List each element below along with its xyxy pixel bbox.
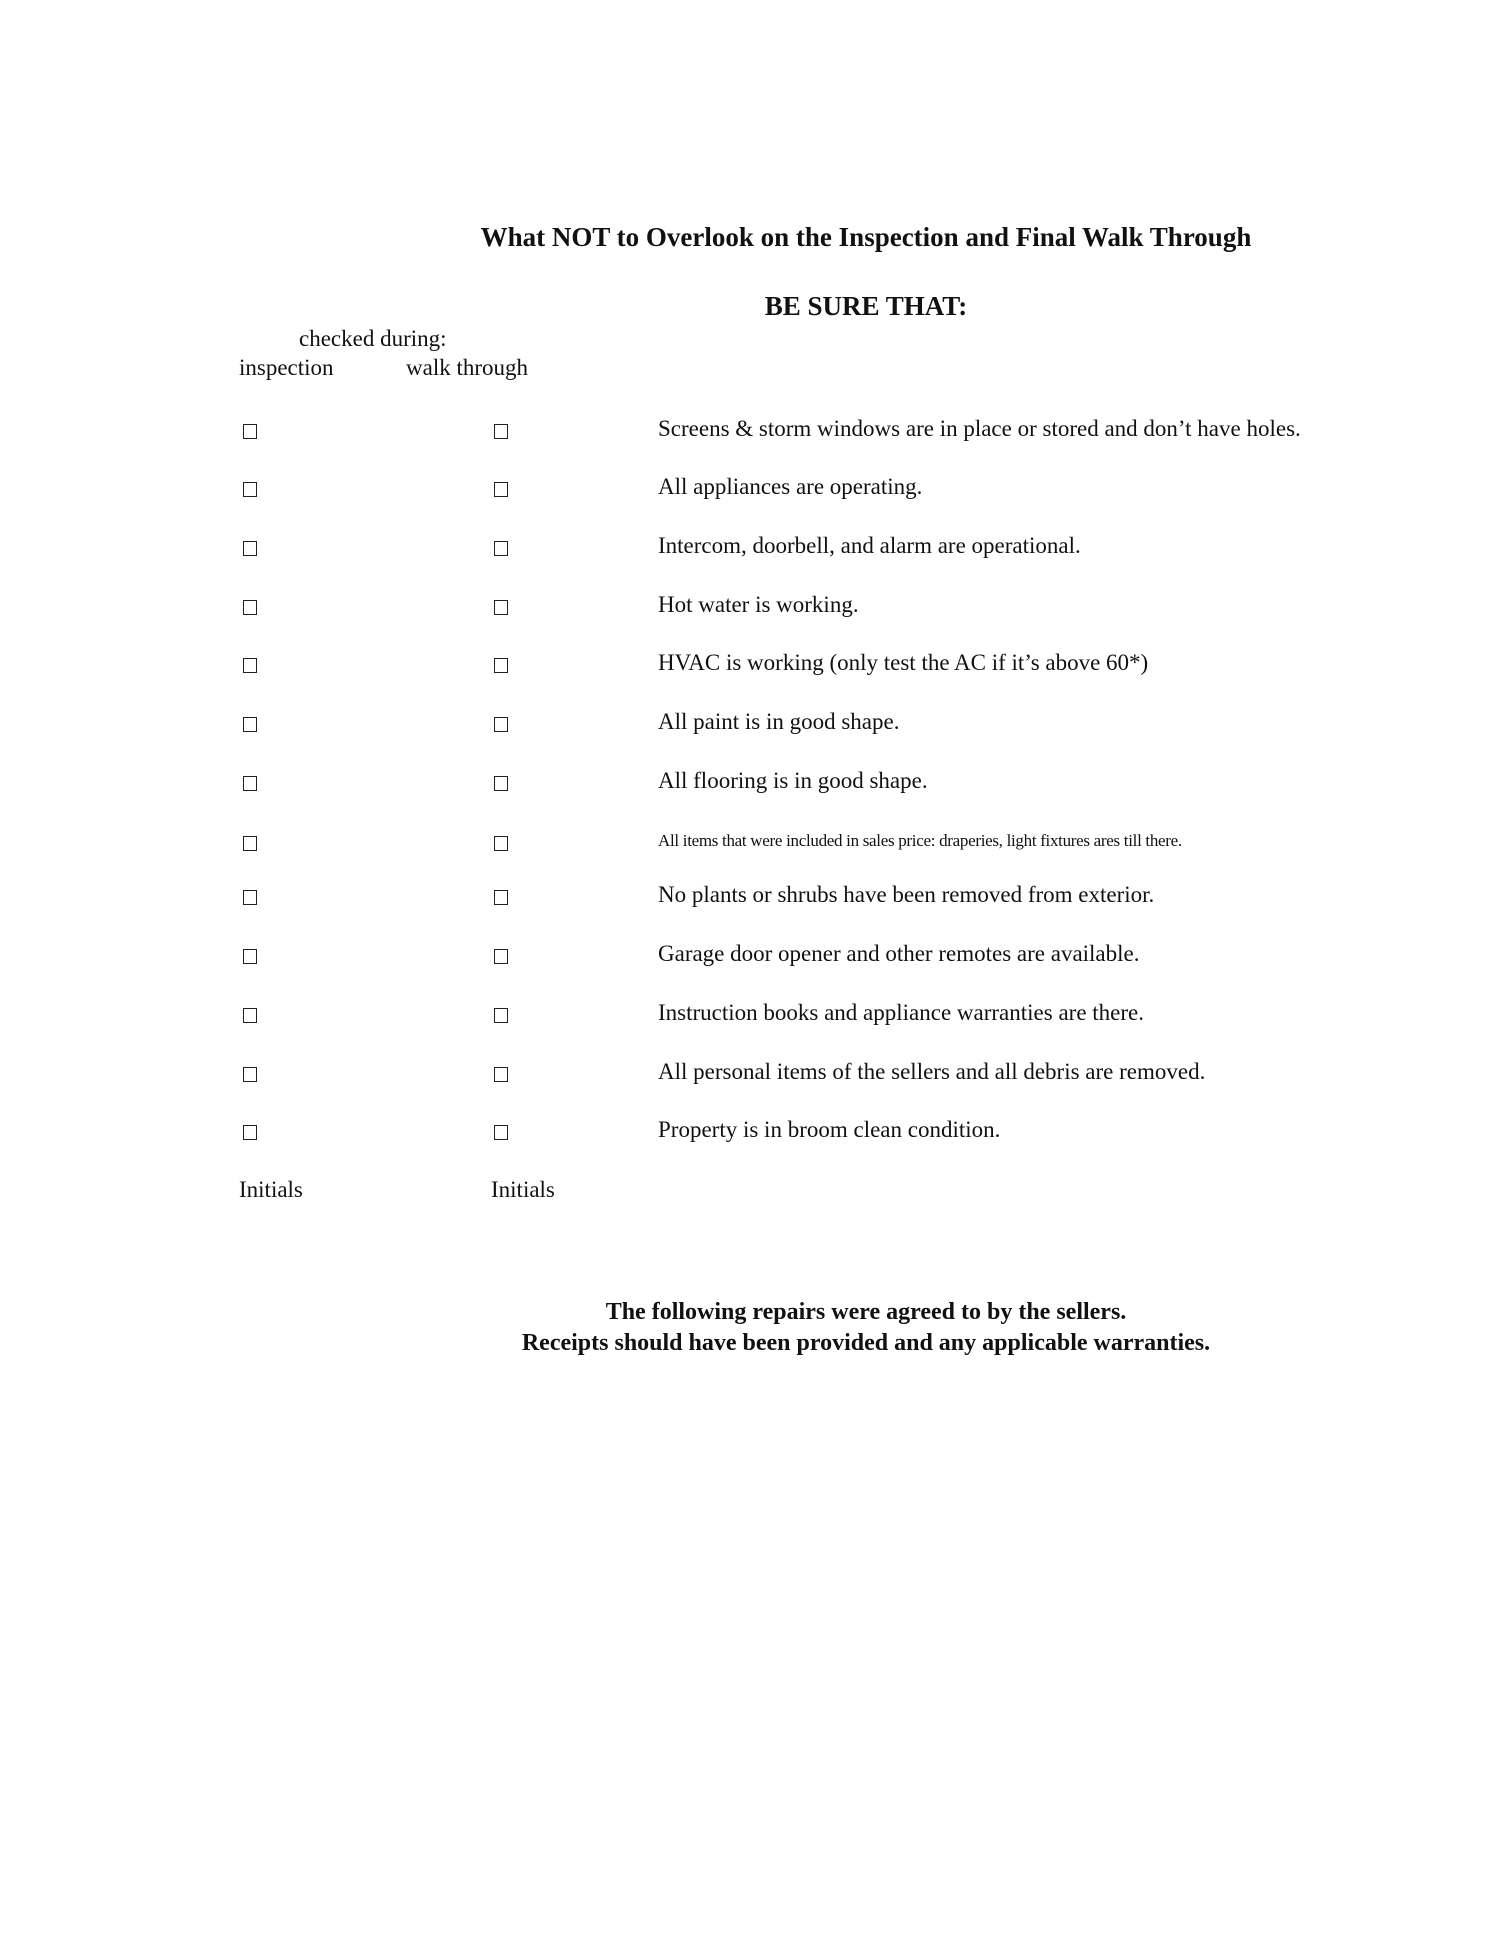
inspection-column-header: inspection	[239, 355, 334, 380]
walkthrough-checkbox[interactable]	[494, 836, 508, 851]
walkthrough-checkbox[interactable]	[494, 890, 508, 905]
inspection-checkbox[interactable]	[243, 717, 257, 732]
walkthrough-checkbox[interactable]	[494, 1125, 508, 1140]
checklist-item-text: Hot water is working.	[658, 592, 859, 617]
inspection-checkbox[interactable]	[243, 424, 257, 439]
walkthrough-checkbox[interactable]	[494, 949, 508, 964]
checklist-item-text: No plants or shrubs have been removed from exterior.	[658, 882, 1155, 907]
checklist-item-text: All appliances are operating.	[658, 474, 923, 499]
walkthrough-column-header: walk through	[406, 355, 529, 380]
inspection-checkbox[interactable]	[243, 836, 257, 851]
checklist-item-text: All paint is in good shape.	[658, 709, 900, 734]
inspection-checkbox[interactable]	[243, 600, 257, 615]
checklist-row	[0, 1059, 1500, 1089]
inspection-checkbox[interactable]	[243, 890, 257, 905]
walkthrough-initials-label: Initials	[491, 1177, 555, 1202]
repairs-note: The following repairs were agreed to by the sellers.	[605, 1299, 1127, 1325]
checklist-item-text: Instruction books and appliance warranties are there.	[658, 1000, 1144, 1025]
inspection-initials-label: Initials	[239, 1177, 303, 1202]
checklist-item-text: Garage door opener and other remotes are available.	[658, 941, 1140, 966]
walkthrough-checkbox[interactable]	[494, 482, 508, 497]
checklist-row	[0, 709, 1500, 739]
checklist-row	[0, 416, 1500, 446]
checklist-row	[0, 768, 1500, 798]
inspection-checkbox[interactable]	[243, 949, 257, 964]
checked-during-label: checked during:	[299, 326, 447, 351]
checklist-row	[0, 882, 1500, 912]
checklist-item-text: Property is in broom clean condition.	[658, 1117, 1001, 1142]
checklist-item-text: All personal items of the sellers and all debris are removed.	[658, 1059, 1206, 1084]
receipts-note: Receipts should have been provided and any applicable warranties.	[521, 1330, 1211, 1356]
checklist-row	[0, 1117, 1500, 1147]
checklist-item-text: HVAC is working (only test the AC if it’s above 60*)	[658, 650, 1149, 675]
checklist-row	[0, 1000, 1500, 1030]
walkthrough-checkbox[interactable]	[494, 1067, 508, 1082]
inspection-checkbox[interactable]	[243, 1125, 257, 1140]
walkthrough-checkbox[interactable]	[494, 717, 508, 732]
inspection-checkbox[interactable]	[243, 482, 257, 497]
walkthrough-checkbox[interactable]	[494, 541, 508, 556]
checklist-row	[0, 592, 1500, 622]
checklist-row	[0, 533, 1500, 563]
checklist-row	[0, 474, 1500, 504]
walkthrough-checkbox[interactable]	[494, 1008, 508, 1023]
inspection-checkbox[interactable]	[243, 1008, 257, 1023]
walkthrough-checkbox[interactable]	[494, 776, 508, 791]
checklist-row	[0, 650, 1500, 680]
checklist-row	[0, 941, 1500, 971]
walkthrough-checkbox[interactable]	[494, 424, 508, 439]
inspection-checkbox[interactable]	[243, 658, 257, 673]
section-heading: BE SURE THAT:	[764, 291, 968, 321]
inspection-checkbox[interactable]	[243, 541, 257, 556]
checklist-row	[0, 828, 1500, 858]
checklist-item-text: All items that were included in sales price: draperies, light fixtures ares till there.	[658, 831, 1182, 850]
walkthrough-checkbox[interactable]	[494, 600, 508, 615]
walkthrough-checkbox[interactable]	[494, 658, 508, 673]
document-title: What NOT to Overlook on the Inspection and Final Walk Through	[480, 222, 1252, 252]
checklist-item-text: Intercom, doorbell, and alarm are operational.	[658, 533, 1081, 558]
checklist-item-text: Screens & storm windows are in place or stored and don’t have holes.	[658, 416, 1301, 441]
inspection-checkbox[interactable]	[243, 776, 257, 791]
inspection-checkbox[interactable]	[243, 1067, 257, 1082]
checklist-item-text: All flooring is in good shape.	[658, 768, 928, 793]
